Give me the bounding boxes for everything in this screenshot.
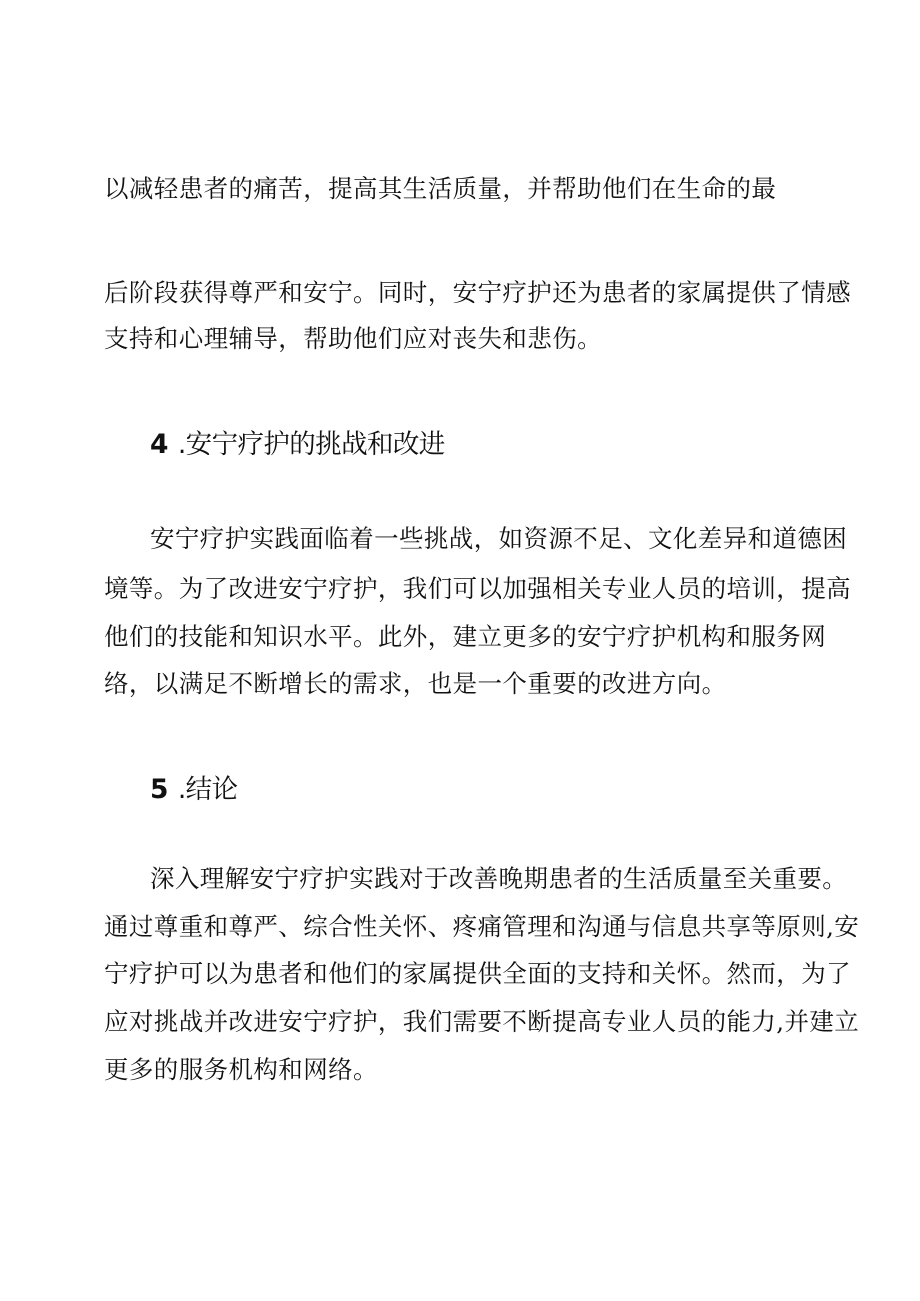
section-5-heading	[150, 772, 237, 808]
paragraph-line: 支持和心理辅导，帮助他们应对丧失和悲伤。	[104, 324, 602, 353]
paragraph-line: 深入理解安宁疗护实践对于改善晚期患者的生活质量至关重要。	[150, 864, 848, 893]
paragraph-line: 更多的服务机构和网络。	[104, 1055, 378, 1084]
paragraph-line: 境等。为了改进安宁疗护，我们可以加强相关专业人员的培训，提高	[104, 574, 851, 603]
section-5-number: 5	[150, 774, 168, 805]
section-4-number: 4	[150, 429, 168, 460]
paragraph-line: 后阶段获得尊严和安宁。同时，安宁疗护还为患者的家属提供了情感	[104, 278, 851, 307]
paragraph-line: 安宁疗护实践面临着一些挑战，如资源不足、文化差异和道德困	[150, 524, 848, 553]
section-4-heading	[150, 427, 445, 463]
section-5-title: .结论	[177, 774, 238, 805]
section-4-title: .安宁疗护的挑战和改进	[177, 429, 445, 460]
paragraph-line: 以减轻患者的痛苦，提高其生活质量，并帮助他们在生命的最	[104, 174, 777, 203]
paragraph-line: 他们的技能和知识水平。此外，建立更多的安宁疗护机构和服务网	[104, 622, 827, 651]
paragraph-line: 络，以满足不断增长的需求，也是一个重要的改进方向。	[104, 669, 727, 698]
paragraph-line: 宁疗护可以为患者和他们的家属提供全面的支持和关怀。然而，为了	[104, 959, 851, 988]
paragraph-line: 应对挑战并改进安宁疗护，我们需要不断提高专业人员的能力,并建立	[104, 1007, 860, 1036]
paragraph-line: 通过尊重和尊严、综合性关怀、疼痛管理和沟通与信息共享等原则,安	[104, 912, 860, 941]
